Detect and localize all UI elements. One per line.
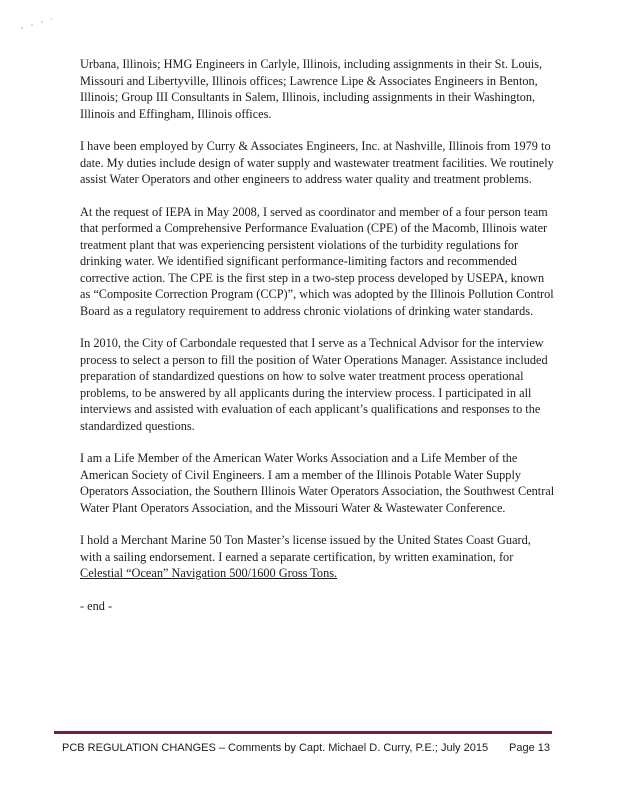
paragraph-memberships: I am a Life Member of the American Water Works Association and a Life Member of the American Society of Civil Engineers. I am a member of the Illinois Potable Water Supply Operators Association, the Southern Illinois Water Operators Association, the Southwest Central Water Plant Operators Association, and the Missouri Water & Wastewater Conference. bbox=[80, 451, 555, 515]
footer-title: PCB REGULATION CHANGES – Comments by Capt. Michael D. Curry, P.E.; July 2015 bbox=[62, 742, 489, 754]
scan-speck-marks bbox=[18, 14, 58, 34]
celestial-navigation-certification: Celestial “Ocean” Navigation 500/1600 Gross Tons. bbox=[80, 566, 338, 580]
paragraph-iepa-cpe: At the request of IEPA in May 2008, I served as coordinator and member of a four person team that performed a Comprehensive Performance Evaluation (CPE) of the Macomb, Illinois water treatment plant that was experiencing persistent violations of the turbidity regulations for drinking water. We identified significant performance-limiting factors and recommended corrective action. The CPE is the first step in a two-step process developed by USEPA, known as “Composite Correction Program (CCP)”, which was adopted by the Illinois Pollution Control Board as a regulatory requirement to address chronic violations of drinking water standards. bbox=[80, 204, 554, 318]
footer-rule bbox=[54, 731, 552, 734]
license-text: I hold a Merchant Marine 50 Ton Master’s license issued by the United States Coast Guard, with a sailing endorsement. I earned a separate certification, by written examination, for bbox=[80, 533, 531, 564]
page-number: Page 13 bbox=[509, 742, 550, 754]
document-body bbox=[80, 56, 555, 614]
paragraph-current-employment: I have been employed by Curry & Associates Engineers, Inc. at Nashville, Illinois from 1979 to date. My duties include design of water supply and wastewater treatment facilities. We routinely assist Water Operators and other engineers to address water quality and treatment problems. bbox=[80, 139, 554, 186]
end-marker: - end - bbox=[80, 598, 113, 613]
page-footer bbox=[62, 740, 550, 756]
paragraph-license bbox=[80, 532, 555, 582]
paragraph-prior-employers: Urbana, Illinois; HMG Engineers in Carlyle, Illinois, including assignments in their St. Louis, Missouri and Libertyville, Illinois offices; Lawrence Lipe & Associates Engineers in Benton, Illinois; Group III Consultants in Salem, Illinois, including assignments in their Washington, Illinois and Effingham, Illinois offices. bbox=[80, 57, 543, 121]
paragraph-carbondale-advisor: In 2010, the City of Carbondale requested that I serve as a Technical Advisor for the interview process to select a person to fill the position of Water Operations Manager. Assistance included preparation of standardized questions on how to solve water treatment process operational problems, to be answered by all applicants during the interview process. I participated in all interviews and assisted with evaluation of each applicant’s qualifications and responses to the standardized questions. bbox=[80, 336, 548, 433]
